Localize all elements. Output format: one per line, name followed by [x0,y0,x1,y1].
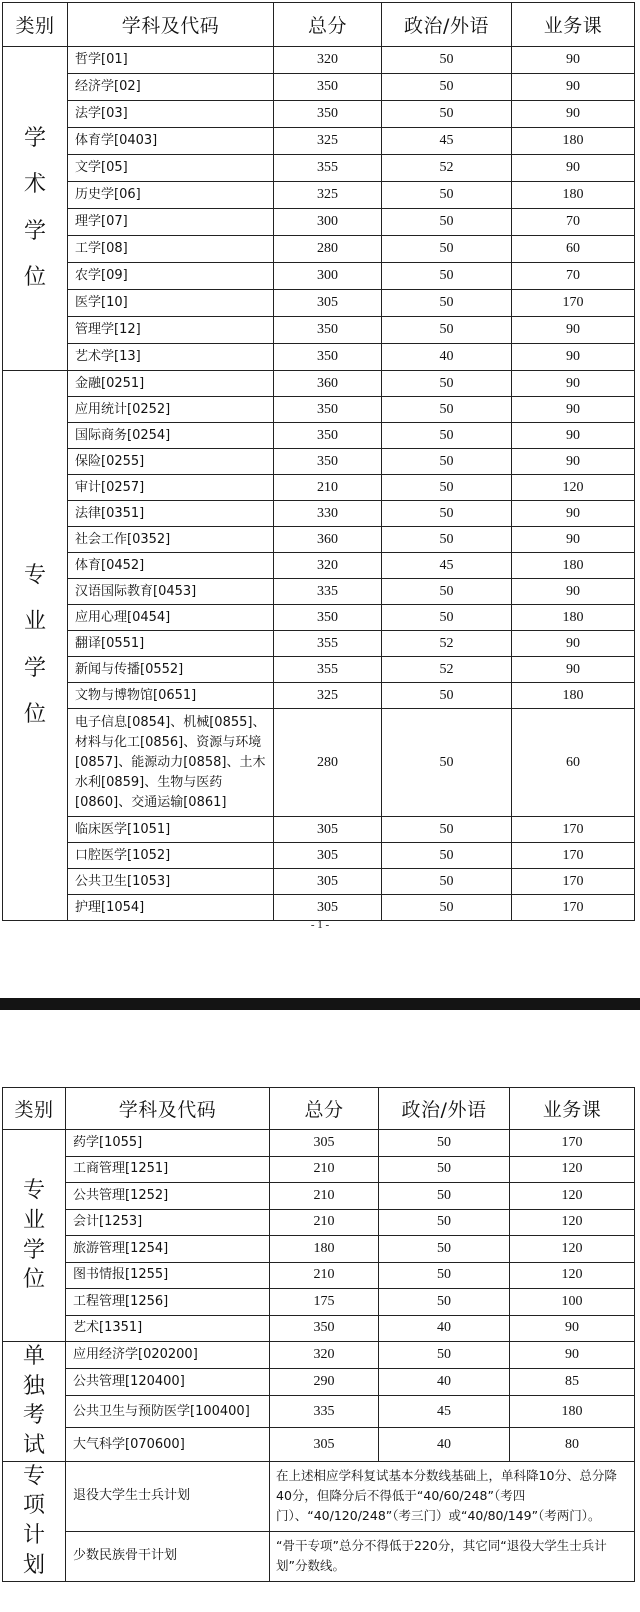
subject-cell: 体育学[0403] [68,128,274,155]
page-divider [0,998,640,1010]
table-row [3,155,635,182]
politics-score-cell: 45 [382,553,512,579]
table-row [3,1396,635,1428]
subject-cell: 经济学[02] [68,74,274,101]
major-score-cell: 90 [512,527,635,553]
total-score-cell: 335 [274,579,382,605]
category-label [3,1130,66,1342]
table-row [3,579,635,605]
politics-score-cell: 40 [379,1315,510,1342]
politics-score-cell: 52 [382,155,512,182]
major-score-cell: 90 [512,155,635,182]
major-score-cell: 90 [512,74,635,101]
politics-score-cell: 50 [379,1262,510,1289]
subject-cell: 药学[1055] [66,1130,270,1157]
subject-cell: 工程管理[1256] [66,1289,270,1316]
politics-score-cell: 50 [382,182,512,209]
page-number: - 1 - [310,919,330,931]
major-score-cell: 90 [512,371,635,397]
header-politics: 政治/外语 [379,1088,510,1130]
politics-score-cell: 50 [382,527,512,553]
table-row [3,1532,635,1581]
politics-score-cell: 50 [382,683,512,709]
total-score-cell: 360 [274,527,382,553]
major-score-cell: 90 [512,423,635,449]
subject-cell: 金融[0251] [68,371,274,397]
subject-cell: 体育[0452] [68,553,274,579]
table-row [3,317,635,344]
total-score-cell: 180 [270,1236,379,1263]
politics-score-cell: 50 [379,1130,510,1157]
total-score-cell: 210 [270,1183,379,1210]
table-row [3,1289,635,1316]
header-major: 业务课 [512,3,635,47]
subject-cell: 应用经济学[020200] [66,1342,270,1369]
total-score-cell: 305 [270,1130,379,1157]
total-score-cell: 280 [274,709,382,817]
major-score-cell: 85 [510,1369,635,1396]
total-score-cell: 305 [274,817,382,843]
subject-cell: 艺术学[13] [68,344,274,371]
subject-cell: 临床医学[1051] [68,817,274,843]
politics-score-cell: 50 [382,475,512,501]
table-row [3,683,635,709]
header-total: 总分 [274,3,382,47]
major-score-cell: 90 [512,579,635,605]
subject-cell: 法律[0351] [68,501,274,527]
header-category: 类别 [3,1088,66,1130]
total-score-cell: 210 [270,1156,379,1183]
politics-score-cell: 50 [379,1183,510,1210]
major-score-cell: 180 [512,128,635,155]
subject-cell: 社会工作[0352] [68,527,274,553]
politics-score-cell: 50 [382,371,512,397]
table-row [3,869,635,895]
table-row [3,236,635,263]
header-politics: 政治/外语 [382,3,512,47]
table-row [3,553,635,579]
major-score-cell: 90 [510,1315,635,1342]
politics-score-cell: 50 [379,1289,510,1316]
major-score-cell: 120 [510,1156,635,1183]
politics-score-cell: 50 [382,397,512,423]
total-score-cell: 210 [270,1262,379,1289]
category-label-text: 专业学位 [22,1178,45,1293]
subject-cell: 会计[1253] [66,1209,270,1236]
table-row [3,631,635,657]
major-score-cell: 90 [512,397,635,423]
total-score-cell: 300 [274,263,382,290]
major-score-cell: 90 [512,631,635,657]
subject-cell: 审计[0257] [68,475,274,501]
politics-score-cell: 50 [382,869,512,895]
table-row [3,423,635,449]
major-score-cell: 180 [510,1396,635,1428]
politics-score-cell: 50 [382,709,512,817]
table-row [3,74,635,101]
major-score-cell: 90 [512,101,635,128]
total-score-cell: 325 [274,182,382,209]
politics-score-cell: 50 [379,1209,510,1236]
table-row [3,449,635,475]
table-row [3,895,635,921]
total-score-cell: 350 [274,397,382,423]
table-row [3,128,635,155]
subject-cell: 旅游管理[1254] [66,1236,270,1263]
table-header-row [3,3,635,47]
total-score-cell: 350 [274,101,382,128]
total-score-cell: 320 [274,553,382,579]
header-subject: 学科及代码 [66,1088,270,1130]
subject-cell: 国际商务[0254] [68,423,274,449]
table-row [3,397,635,423]
table-row [3,527,635,553]
politics-score-cell: 50 [382,501,512,527]
category-label-text: 单独考试 [22,1344,45,1459]
total-score-cell: 350 [270,1315,379,1342]
major-score-cell: 180 [512,683,635,709]
politics-score-cell: 40 [382,344,512,371]
total-score-cell: 350 [274,449,382,475]
total-score-cell: 210 [270,1209,379,1236]
major-score-cell: 60 [512,236,635,263]
professional-degree-group [3,371,635,921]
major-score-cell: 120 [510,1236,635,1263]
table-row [3,1428,635,1461]
politics-score-cell: 50 [382,263,512,290]
major-score-cell: 170 [510,1130,635,1157]
major-score-cell: 170 [512,290,635,317]
academic-degree-group [3,47,635,371]
total-score-cell: 350 [274,605,382,631]
major-score-cell: 120 [512,475,635,501]
separate-exam-group [3,1342,635,1462]
politics-score-cell: 50 [382,449,512,475]
total-score-cell: 325 [274,683,382,709]
subject-cell: 公共管理[120400] [66,1369,270,1396]
total-score-cell: 350 [274,74,382,101]
table-row [3,1236,635,1263]
professional-degree-group [3,1130,635,1342]
politics-score-cell: 45 [379,1396,510,1428]
politics-score-cell: 50 [382,895,512,921]
major-score-cell: 90 [510,1342,635,1369]
politics-score-cell: 50 [382,579,512,605]
table-row [3,344,635,371]
table-row [3,47,635,74]
category-label [3,371,68,921]
subject-cell: 少数民族骨干计划 [66,1532,270,1581]
politics-score-cell: 50 [382,317,512,344]
major-score-cell: 170 [512,895,635,921]
header-subject: 学科及代码 [68,3,274,47]
table-row [3,605,635,631]
category-label [3,47,68,371]
subject-cell: 图书情报[1255] [66,1262,270,1289]
politics-score-cell: 45 [382,128,512,155]
table-row [3,501,635,527]
subject-cell: 文学[05] [68,155,274,182]
table-row [3,475,635,501]
politics-score-cell: 50 [382,605,512,631]
politics-score-cell: 50 [382,209,512,236]
subject-cell: 新闻与传播[0552] [68,657,274,683]
major-score-cell: 170 [512,817,635,843]
major-score-cell: 170 [512,843,635,869]
total-score-cell: 350 [274,423,382,449]
subject-cell: 公共卫生与预防医学[100400] [66,1396,270,1428]
total-score-cell: 210 [274,475,382,501]
subject-cell: 医学[10] [68,290,274,317]
politics-score-cell: 50 [382,843,512,869]
subject-cell: 工商管理[1251] [66,1156,270,1183]
total-score-cell: 355 [274,657,382,683]
politics-score-cell: 52 [382,631,512,657]
subject-cell: 大气科学[070600] [66,1428,270,1461]
total-score-cell: 305 [274,843,382,869]
subject-cell: 管理学[12] [68,317,274,344]
politics-score-cell: 50 [382,74,512,101]
category-label-text: 专业学位 [23,563,46,727]
category-label-text: 专项计划 [22,1463,45,1578]
total-score-cell: 305 [274,290,382,317]
total-score-cell: 325 [274,128,382,155]
table-row [3,1369,635,1396]
table-row [3,1342,635,1369]
table-row [3,1130,635,1157]
total-score-cell: 300 [274,209,382,236]
table-row [3,1156,635,1183]
total-score-cell: 350 [274,344,382,371]
major-score-cell: 120 [510,1209,635,1236]
politics-score-cell: 50 [382,817,512,843]
table-row [3,263,635,290]
total-score-cell: 360 [274,371,382,397]
major-score-cell: 70 [512,209,635,236]
subject-cell: 文物与博物馆[0651] [68,683,274,709]
table-row [3,1262,635,1289]
politics-score-cell: 40 [379,1428,510,1461]
politics-score-cell: 40 [379,1369,510,1396]
politics-score-cell: 50 [379,1342,510,1369]
total-score-cell: 355 [274,155,382,182]
total-score-cell: 355 [274,631,382,657]
politics-score-cell: 52 [382,657,512,683]
total-score-cell: 350 [274,317,382,344]
subject-cell: 工学[08] [68,236,274,263]
total-score-cell: 290 [270,1369,379,1396]
major-score-cell: 90 [512,449,635,475]
table-row [3,1315,635,1342]
table-row [3,1183,635,1210]
table-row [3,101,635,128]
subject-cell: 公共卫生[1053] [68,869,274,895]
total-score-cell: 330 [274,501,382,527]
subject-cell: 艺术[1351] [66,1315,270,1342]
major-score-cell: 90 [512,344,635,371]
politics-score-cell: 50 [379,1156,510,1183]
major-score-cell: 90 [512,657,635,683]
table-row [3,709,635,817]
major-score-cell: 120 [510,1262,635,1289]
major-score-cell: 70 [512,263,635,290]
subject-cell: 护理[1054] [68,895,274,921]
special-plan-group [3,1461,635,1581]
table-row [3,209,635,236]
politics-score-cell: 50 [382,236,512,263]
subject-cell: 法学[03] [68,101,274,128]
table-row [3,843,635,869]
major-score-cell: 180 [512,182,635,209]
table-row [3,371,635,397]
major-score-cell: 180 [512,605,635,631]
major-score-cell: 170 [512,869,635,895]
total-score-cell: 305 [274,869,382,895]
politics-score-cell: 50 [382,423,512,449]
table-row [3,1461,635,1531]
subject-cell: 历史学[06] [68,182,274,209]
subject-cell: 保险[0255] [68,449,274,475]
politics-score-cell: 50 [382,101,512,128]
major-score-cell: 180 [512,553,635,579]
category-label-text: 学术学位 [23,126,46,290]
total-score-cell: 305 [270,1428,379,1461]
politics-score-cell: 50 [379,1236,510,1263]
subject-cell: 翻译[0551] [68,631,274,657]
major-score-cell: 100 [510,1289,635,1316]
subject-cell: 理学[07] [68,209,274,236]
subject-cell: 公共管理[1252] [66,1183,270,1210]
total-score-cell: 175 [270,1289,379,1316]
subject-cell: 汉语国际教育[0453] [68,579,274,605]
politics-score-cell: 50 [382,290,512,317]
category-label [3,1342,66,1462]
politics-score-cell: 50 [382,47,512,74]
total-score-cell: 335 [270,1396,379,1428]
subject-cell: 退役大学生士兵计划 [66,1461,270,1531]
table-row [3,182,635,209]
category-label [3,1461,66,1581]
note-cell: 在上述相应学科复试基本分数线基础上，单科降10分、总分降40分，但降分后不得低于“40/60/248”（考四门）、“40/120/248”（考三门）或“40/80/149”（考两门）。 [270,1461,635,1531]
total-score-cell: 305 [274,895,382,921]
header-category: 类别 [3,3,68,47]
table-row [3,290,635,317]
major-score-cell: 80 [510,1428,635,1461]
score-table-page1 [2,2,635,921]
note-cell: “骨干专项”总分不得低于220分，其它同“退役大学生士兵计划”分数线。 [270,1532,635,1581]
subject-cell: 口腔医学[1052] [68,843,274,869]
score-table-page2 [2,1087,635,1582]
major-score-cell: 90 [512,47,635,74]
total-score-cell: 280 [274,236,382,263]
header-major: 业务课 [510,1088,635,1130]
total-score-cell: 320 [274,47,382,74]
subject-cell: 应用统计[0252] [68,397,274,423]
major-score-cell: 120 [510,1183,635,1210]
subject-cell: 哲学[01] [68,47,274,74]
subject-cell: 应用心理[0454] [68,605,274,631]
table-header-row [3,1088,635,1130]
subject-cell: 电子信息[0854]、机械[0855]、材料与化工[0856]、资源与环境[0857]、能源动力[0858]、土木水利[0859]、生物与医药[0860]、交通运输[0861] [68,709,274,817]
total-score-cell: 320 [270,1342,379,1369]
major-score-cell: 90 [512,317,635,344]
table-row [3,817,635,843]
header-total: 总分 [270,1088,379,1130]
major-score-cell: 90 [512,501,635,527]
table-row [3,657,635,683]
subject-cell: 农学[09] [68,263,274,290]
major-score-cell: 60 [512,709,635,817]
table-row [3,1209,635,1236]
